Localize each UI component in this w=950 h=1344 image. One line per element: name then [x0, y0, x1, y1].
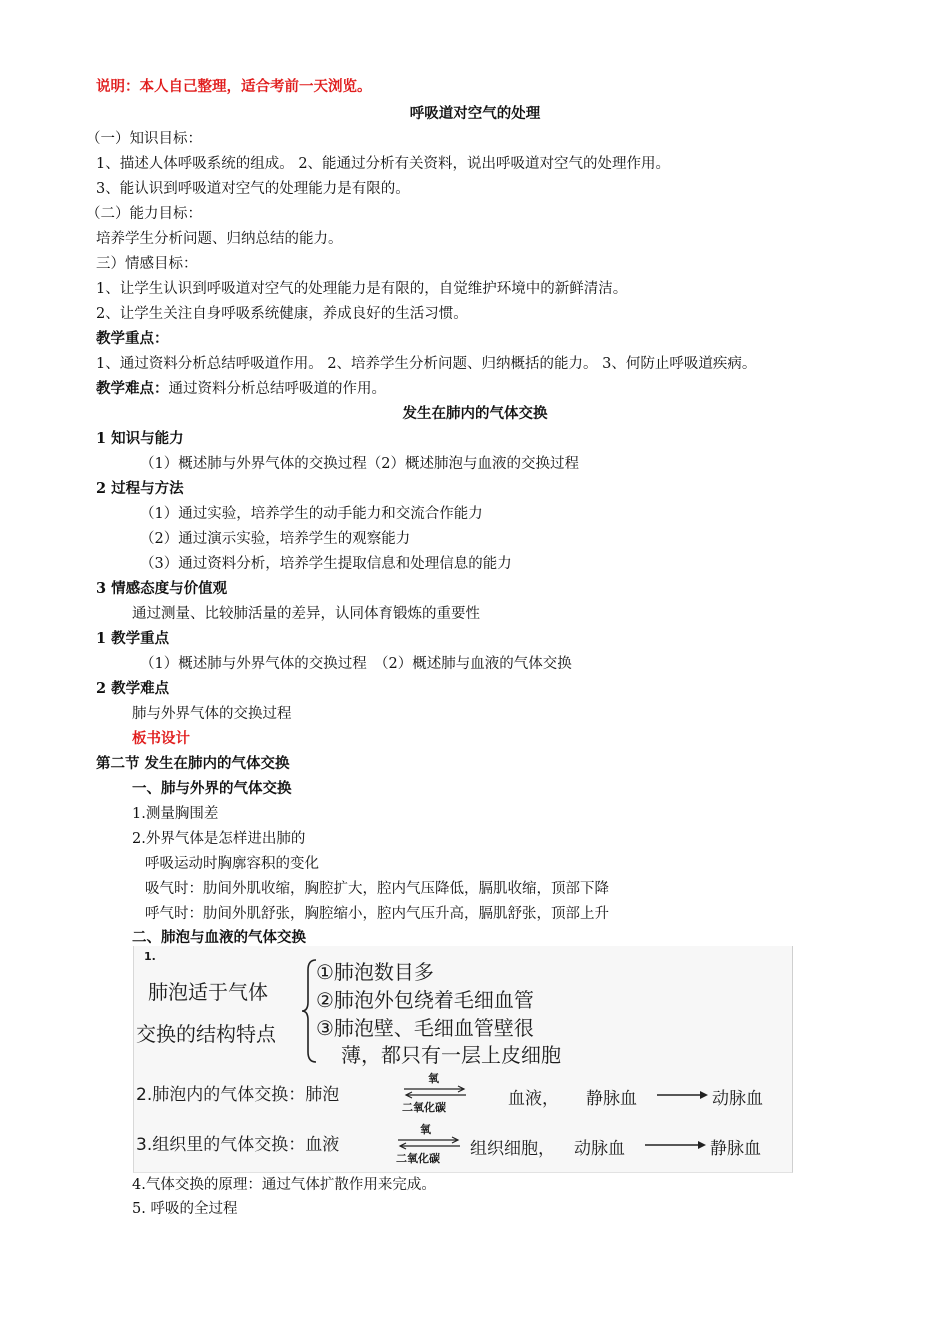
feature-item: ①肺泡数目多 — [316, 960, 434, 984]
knowledge-item: 1、描述人体呼吸系统的组成。 2、能通过分析有关资料，说出呼吸道对空气的处理作用。 — [96, 156, 671, 172]
emotion-values-text: 通过测量、比较肺活量的差异，认同体育锻炼的重要性 — [132, 606, 480, 622]
process-method-heading: 2 过程与方法 — [96, 480, 184, 497]
oxygen-label: 氧 — [420, 1123, 431, 1136]
oxygen-label: 氧 — [428, 1072, 439, 1085]
carbon-dioxide-label: 二氧化碳 — [402, 1101, 446, 1114]
key-label: 教学重点： — [96, 330, 169, 347]
board-part1-item: 2.外界气体是怎样进出肺的 — [132, 831, 306, 847]
board-after-item: 4.气体交换的原理：通过气体扩散作用来完成。 — [132, 1177, 436, 1193]
teaching-key-heading: 1 教学重点 — [96, 630, 170, 647]
arterial-blood-label: 动脉血 — [574, 1139, 625, 1159]
tissue-cell-label: 组织细胞， — [470, 1139, 555, 1159]
teaching-difficulty-heading: 2 教学难点 — [96, 680, 170, 697]
structure-label-line1: 肺泡适于气体 — [148, 980, 268, 1004]
arrow-right-icon — [656, 1090, 710, 1100]
section2-title: 发生在肺内的气体交换 — [402, 405, 548, 422]
ability-heading: （二）能力目标： — [86, 206, 202, 222]
difficulty-label: 教学难点： — [96, 380, 169, 397]
board-part1-item: 呼气时：肋间外肌舒张，胸腔缩小，腔内气压升高，膈肌舒张，顶部上升 — [145, 906, 609, 922]
knowledge-item: 3、能认识到呼吸道对空气的处理能力是有限的。 — [96, 181, 410, 197]
figure-index: 1. — [144, 950, 156, 963]
note-text: 说明：本人自己整理，适合考前一天浏览。 — [96, 78, 372, 95]
feature-item: ③肺泡壁、毛细血管壁很 — [316, 1016, 534, 1040]
board-label: 板书设计 — [132, 730, 190, 747]
carbon-dioxide-label: 二氧化碳 — [396, 1152, 440, 1165]
difficulty-text: 通过资料分析总结呼吸道的作用。 — [168, 381, 386, 397]
board-part1-title: 一、肺与外界的气体交换 — [132, 780, 292, 797]
alveoli-exchange-label: 2.肺泡内的气体交换：肺泡 — [136, 1085, 340, 1105]
difficulty-row — [96, 379, 386, 399]
feature-item: ②肺泡外包绕着毛细血管 — [316, 988, 534, 1012]
board-after-item: 5. 呼吸的全过程 — [132, 1201, 238, 1217]
emotion-item: 2、让学生关注自身呼吸系统健康，养成良好的生活习惯。 — [96, 306, 468, 322]
ability-text: 培养学生分析问题、归纳总结的能力。 — [96, 231, 343, 247]
teaching-difficulty-text: 肺与外界气体的交换过程 — [132, 706, 292, 722]
arrow-right-icon — [644, 1140, 708, 1150]
arterial-blood-label: 动脉血 — [712, 1089, 763, 1109]
teaching-key-text: （1）概述肺与外界气体的交换过程 （2）概述肺与血液的气体交换 — [140, 656, 572, 672]
section1-title: 呼吸道对空气的处理 — [409, 105, 541, 122]
board-part1-item: 呼吸运动时胸廓容积的变化 — [145, 856, 319, 872]
board-part1-item: 吸气时：肋间外肌收缩，胸腔扩大，腔内气压降低，膈肌收缩，顶部下降 — [145, 881, 609, 897]
double-arrow-icon — [402, 1085, 468, 1099]
key-text: 1、通过资料分析总结呼吸道作用。 2、培养学生分析问题、归纳概括的能力。 3、何防止呼吸道疾病。 — [96, 356, 757, 372]
process-item: （2）通过演示实验，培养学生的观察能力 — [140, 531, 411, 547]
process-item: （1）通过实验，培养学生的动手能力和交流合作能力 — [140, 506, 483, 522]
emotion-values-heading: 3 情感态度与价值观 — [96, 580, 228, 597]
emotion-item: 1、让学生认识到呼吸道对空气的处理能力是有限的，自觉维护环境中的新鲜清洁。 — [96, 281, 628, 297]
feature-item: 薄，都只有一层上皮细胞 — [341, 1043, 561, 1067]
structure-label-line2: 交换的结构特点 — [136, 1022, 276, 1046]
gas-exchange-figure — [133, 946, 793, 1173]
board-part1-item: 1.测量胸围差 — [132, 806, 219, 822]
tissue-exchange-label: 3.组织里的气体交换：血液 — [136, 1135, 340, 1155]
knowledge-heading: （一）知识目标： — [86, 131, 202, 147]
board-part2-title: 二、肺泡与血液的气体交换 — [132, 929, 306, 946]
venous-blood-label: 静脉血 — [710, 1139, 761, 1159]
blood-label: 血液， — [508, 1089, 559, 1109]
venous-blood-label: 静脉血 — [586, 1089, 637, 1109]
knowledge-ability-heading: 1 知识与能力 — [96, 430, 184, 447]
emotion-heading: 三）情感目标： — [96, 256, 198, 272]
process-item: （3）通过资料分析，培养学生提取信息和处理信息的能力 — [140, 556, 512, 572]
knowledge-ability-text: （1）概述肺与外界气体的交换过程（2）概述肺泡与血液的交换过程 — [140, 456, 579, 472]
board-title: 第二节 发生在肺内的气体交换 — [96, 755, 290, 772]
double-arrow-icon — [396, 1136, 462, 1150]
